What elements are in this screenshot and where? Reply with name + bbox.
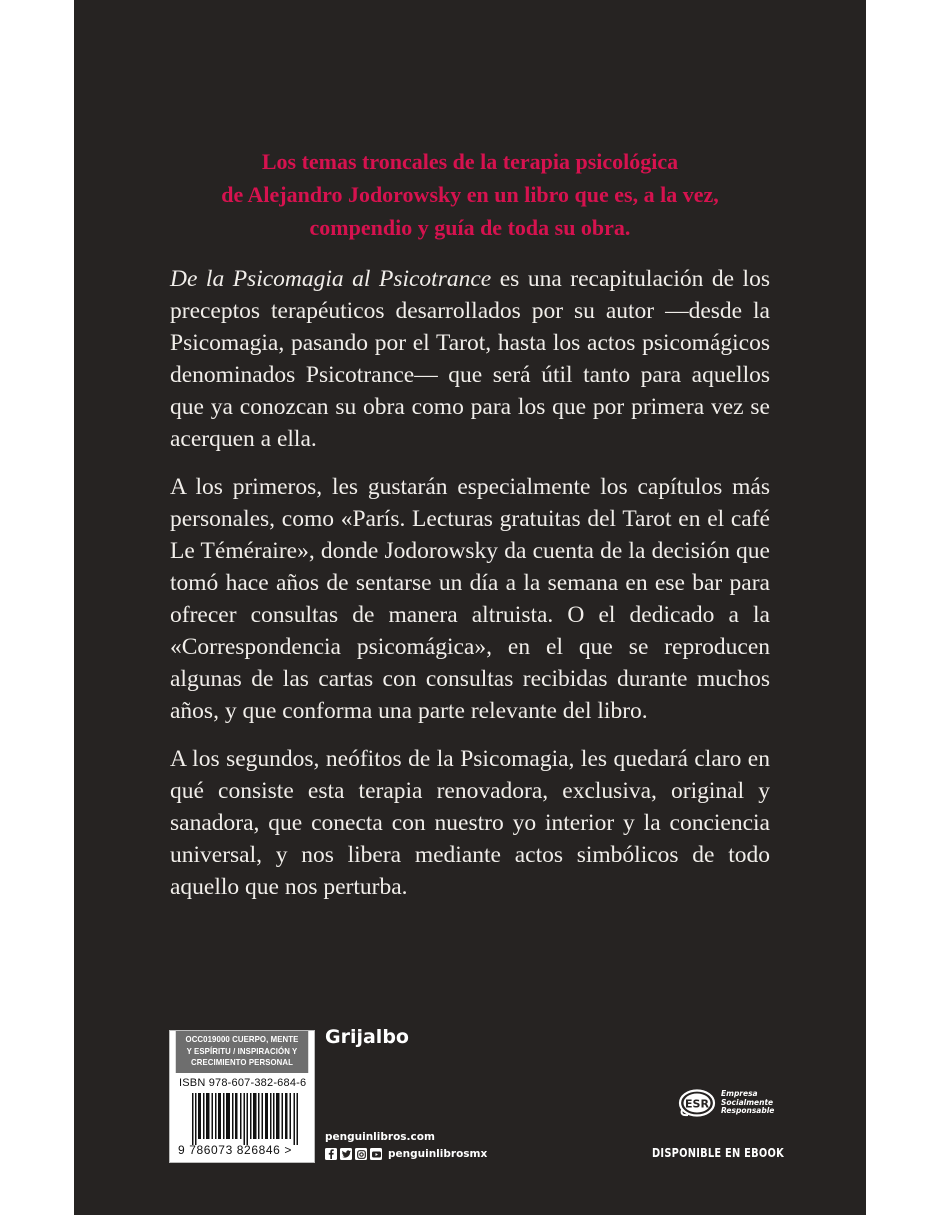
back-cover [74, 0, 866, 1215]
facebook-icon[interactable] [325, 1148, 337, 1160]
instagram-icon[interactable] [355, 1148, 367, 1160]
social-handle[interactable]: penguinlibrosmx [388, 1148, 488, 1160]
barcode-icon [192, 1093, 298, 1145]
headline-line: de Alejandro Jodorowsky en un libro que es, a la vez, [221, 182, 719, 207]
headline-line: compendio y guía de toda su obra. [309, 215, 631, 240]
paragraph-text: es una recapitulación de los preceptos terapéuticos desarrollados por su autor —desde la Psicomagia, pasando por el Tarot, hasta los actos psicomágicos denominados Psicotrance— que será útil tanto para aquellos que ya conozcan su obra como para los que por primera vez se acerquen a ella. [170, 266, 770, 452]
category-line: OCC019000 CUERPO, MENTE [185, 1034, 299, 1044]
headline-line: Los temas troncales de la terapia psicológica [261, 149, 679, 174]
twitter-icon[interactable] [340, 1148, 352, 1160]
esr-badge [678, 1088, 774, 1118]
social-links [325, 1148, 487, 1160]
subject-category [176, 1031, 308, 1073]
esr-line: Empresa [721, 1089, 758, 1099]
publisher-logo: Grijalbo [325, 1026, 409, 1048]
youtube-icon[interactable] [370, 1148, 382, 1160]
category-line: CRECIMIENTO PERSONAL [190, 1057, 294, 1067]
esr-line: Responsable [721, 1106, 775, 1116]
esr-label [721, 1090, 774, 1116]
isbn-text: ISBN 978-607-382-684-6 [179, 1077, 307, 1089]
barcode-label [169, 1030, 315, 1163]
blurb-paragraph-2: A los primeros, les gustarán especialmente los capítulos más personales, como «París. Lecturas gratuitas del Tarot en el café Le Téméraire», donde Jodorowsky da cuenta de la decisión que tomó hace años de sentarse un día a la semana en ese bar para ofrecer consultas de manera altruista. O el dedicado a la «Correspondencia psicomágica», en el que se reproducen algunas de las cartas con consultas recibidas durante muchos años, y que conforma una parte relevante del libro. [170, 474, 770, 724]
website-link[interactable]: penguinlibros.com [325, 1131, 435, 1143]
blurb-paragraph-3: A los segundos, neófitos de la Psicomagia, les quedará claro en qué consiste esta terapia renovadora, exclusiva, original y sanadora, que conecta con nuestro yo interior y la conciencia universal, y nos libera mediante actos simbólicos de todo aquello que nos perturba. [170, 746, 770, 900]
svg-text:ESR: ESR [685, 1097, 709, 1111]
category-line: Y ESPÍRITU / INSPIRACIÓN Y [186, 1045, 298, 1056]
blurb-paragraph-1 [170, 263, 770, 455]
ebook-notice: DISPONIBLE EN EBOOK [652, 1146, 784, 1160]
blurb [170, 263, 770, 919]
esr-line: Socialmente [721, 1097, 774, 1107]
esr-logo-icon [678, 1088, 716, 1118]
book-title-italic: De la Psicomagia al Psicotrance [170, 266, 492, 292]
headline [74, 145, 866, 244]
barcode-digits: 9 786073 826846 > [178, 1143, 292, 1157]
